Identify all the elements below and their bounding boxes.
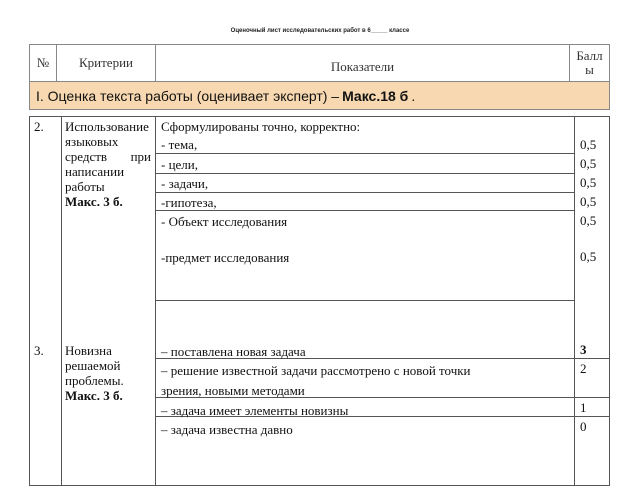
section-title: I. Оценка текста работы (оценивает эксперт) – [36,87,340,104]
score-value: 0,5 [580,249,597,264]
row-divider [155,153,575,154]
score-value: 0 [580,419,587,434]
score-value: 2 [580,361,587,376]
indicator-item: – задача известна давно [161,422,293,437]
criterion-label: Новизна решаемой проблемы. [65,343,124,388]
indicator-item: - Объект исследования [161,214,288,229]
indicator-item: - тема, [161,137,198,152]
indicator-item: – поставлена новая задача [161,344,306,359]
score-value: 0,5 [580,213,597,228]
section-suffix: . [411,87,416,104]
row-divider [155,300,575,301]
column-header-indicators: Показатели [156,45,570,81]
header-table [29,44,610,110]
indicator-item: - задачи, [161,176,209,191]
criteria-table [29,116,610,486]
row-divider [155,173,575,174]
indicator-item: - цели, [161,157,199,172]
row-divider [155,192,575,193]
row-number: 3. [34,343,44,358]
score-value: 0,5 [580,175,597,190]
score-value: 0,5 [580,194,597,209]
row-divider [155,210,575,211]
score-value: 0,5 [580,156,597,171]
score-value: 1 [580,400,587,415]
criterion-max: Макс. 3 б. [65,194,123,209]
score-value: 3 [580,342,587,357]
column-header-number: № [30,45,57,81]
row-number: 2. [34,119,44,134]
indicator-item: – решение известной задачи рассмотрено с новой точки [161,363,471,378]
criterion-label: Использование языковых средств при написании работы [65,119,151,194]
indicator-item-continued: зрения, новыми методами [161,383,305,398]
criterion-text [65,343,151,403]
page-title: Оценочный лист исследовательских работ в 6_____ классе [230,28,410,34]
criterion-max: Макс. 3 б. [65,388,123,403]
column-header-points: Баллы [576,48,603,77]
criterion-text [65,119,151,209]
section-row [30,81,609,109]
column-divider [61,117,62,485]
section-max: Макс.18 б [342,87,409,104]
indicator-item: -гипотеза, [161,195,217,210]
indicator-intro: Сформулированы точно, корректно: [161,119,361,134]
indicator-item: – задача имеет элементы новизны [161,403,349,418]
column-header-criteria: Критерии [57,45,156,81]
indicator-item: -предмет исследования [161,250,290,265]
score-value: 0,5 [580,137,597,152]
